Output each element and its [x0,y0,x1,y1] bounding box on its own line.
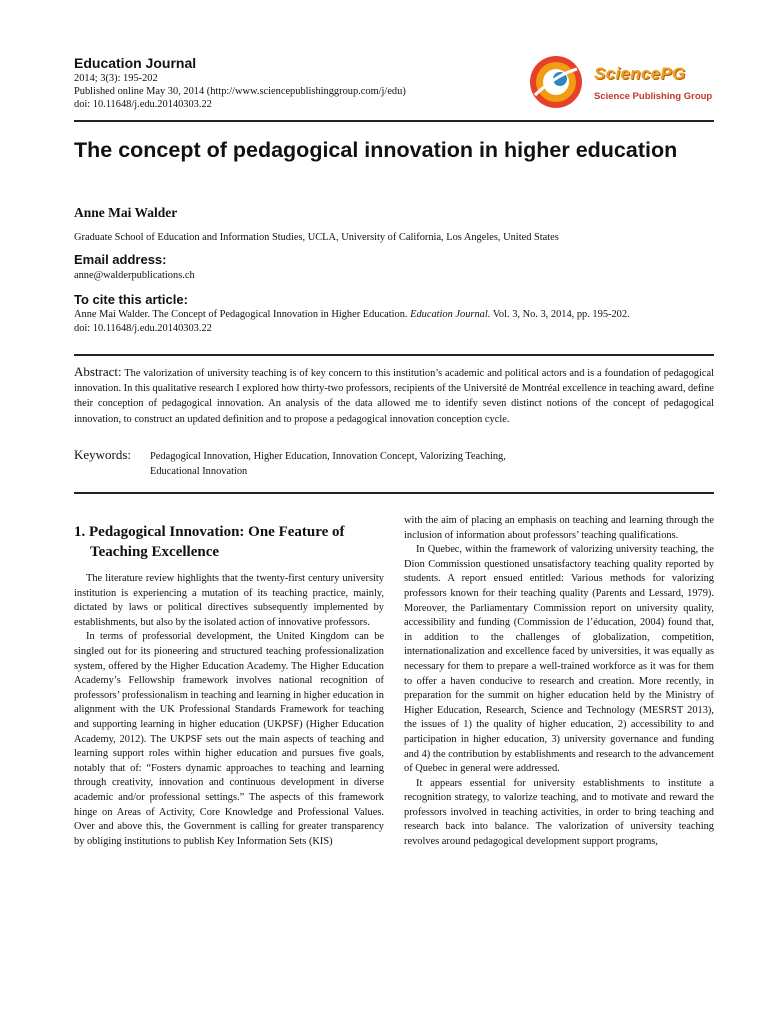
keywords-list [150,450,620,479]
citation-text: Anne Mai Walder. The Concept of Pedagogical Innovation in Higher Education. [74,309,411,320]
keywords-line-2: Educational Innovation [150,465,248,477]
body-column-right [404,514,714,850]
citation-volume: Vol. 3, No. 3, 2014, pp. 195-202. [490,309,630,320]
abstract-label: Abstract: [74,364,122,379]
logo-subtitle: Science Publishing Group [594,91,713,102]
sciencepg-logo-icon [529,55,583,109]
section-title: 1. Pedagogical Innovation: One Feature of Teaching Excellence [74,524,345,560]
header-divider [74,120,714,122]
paragraph: The literature review highlights that the twenty-first century university institution is experiencing a mutation of its teaching practice, mainly, dictated by laws or political directives subsequently implemented by establishments, but also by the isolated action of innovative professors. [74,573,384,628]
paragraph: In Quebec, within the framework of valorizing university teaching, the Dion Commission questioned unsatisfactory teaching quality reported by students. A report ensued entitled: Various methods for valorizing professors known for their teaching quality (Parents and Lessard, 1979). Moreover, the Parliamentary Commission report on university quality, accessibility and funding (Commission de l’éducation, 2004) found that, in addition to the challenges of globalization, competition, internationalization and excellence faced by universities, it was equally as necessary for them to prepare a well-trained workforce as it was for them to offer a haven conducive to research and creation. More recently, in preparation for the summit on higher education held by the Ministry of Higher Education, Research, Science and Technology (MESRST 2013), the issues of 1) the quality of higher education, 2) accessibility to and participation in higher education, 3) university governance and funding and 4) the contribution by establishments and research to the advancement of Quebec in general were addressed. [404,544,714,775]
article-title: The concept of pedagogical innovation in higher education [74,138,678,162]
paragraph-continuation: with the aim of placing an emphasis on teaching and learning through the inclusion of information about professors’ teaching qualifications. [404,515,714,541]
logo-name: SciencePG [594,64,686,83]
abstract [74,364,714,427]
email-heading: Email address: [74,252,167,267]
author-name: Anne Mai Walder [74,205,178,220]
affiliation: Graduate School of Education and Information Studies, UCLA, University of California, Los Angeles, United States [74,232,559,243]
keywords-line-1: Pedagogical Innovation, Higher Education, Innovation Concept, Valorizing Teaching, [150,451,506,462]
citation-doi[interactable]: doi: 10.11648/j.edu.20140303.22 [74,323,212,334]
abstract-top-divider [74,354,714,356]
citation [74,308,714,336]
author-email[interactable]: anne@walderpublications.ch [74,270,195,281]
cite-heading: To cite this article: [74,292,188,307]
journal-name: Education Journal [74,55,197,71]
paragraph: It appears essential for university establishments to institute a recognition strategy, to valorize teaching, and to motivate and reward the professors involved in teaching activities, in order to bring teaching and research back into balance. The valorization of university teaching revolves around pedagogical development support programs, [404,777,714,848]
published-online: Published online May 30, 2014 (http://www.sciencepublishinggroup.com/j/edu) [74,86,406,97]
sciencepg-logo [529,55,719,113]
volume-pages: 2014; 3(3): 195-202 [74,73,158,84]
keywords-label: Keywords: [74,447,132,462]
paper-page [74,0,714,1024]
body-column-left [74,514,384,849]
abstract-text: The valorization of university teaching is of key concern to this institution’s academic and political actors and is a foundation of pedagogical innovation. In this qualitative research I explored how thirty-two professors, recipients of the Université de Montréal excellence in teaching award, define their conception of pedagogical innovation. An analysis of the data allowed me to identify seven distinct notions of the concept of pedagogical innovation, to construct an updated definition and to propose a pedagogical innovation conception cycle. [74,368,714,425]
citation-journal: Education Journal. [410,309,491,320]
keywords-divider [74,492,714,494]
paragraph: In terms of professorial development, the United Kingdom can be singled out for its pioneering and structured teaching professionalization system, offered by the Higher Education Academy. The Higher Education Academy’s Fellowship framework involves national recognition of professors’ professionalism in teaching and learning in higher education in alignment with the UK Professional Standards Framework for teaching and supporting learning in higher education (UKPSF) (Higher Education Academy, 2012). The UKPSF sets out the main aspects of teaching and learning support roles within higher education and pursues five goals, notably that of: “Fosters dynamic approaches to teaching and learning through creativity, innovation and continuous development in diverse academic and/or professional settings.” The aspects of this framework hinge on Areas of Activity, Core Knowledge and Professional Values. Over and above this, the Government is calling for greater transparency by obliging institutions to publish Key Information Sets (KIS) [74,631,384,847]
header-doi: doi: 10.11648/j.edu.20140303.22 [74,99,212,110]
